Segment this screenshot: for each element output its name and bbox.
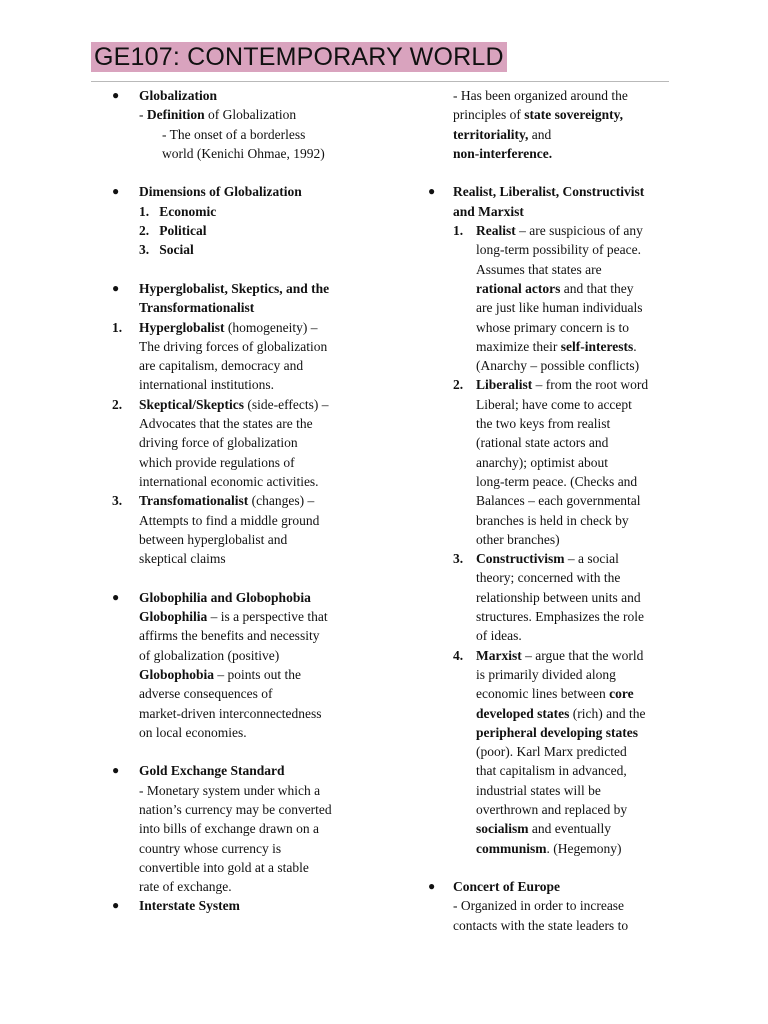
list-item	[428, 877, 693, 896]
bullet: ●	[112, 589, 120, 604]
spacer	[428, 163, 693, 182]
list-item	[428, 549, 693, 568]
heading-interstate: Interstate System	[139, 898, 240, 914]
text-span: economic lines between	[476, 686, 610, 702]
text-line: is primarily divided along	[476, 666, 616, 682]
heading-hyper: Hyperglobalist, Skeptics, and the	[139, 280, 330, 296]
text-line: industrial states will be	[476, 782, 601, 798]
text-span: . (Hegemony)	[546, 840, 622, 856]
text-span: – are suspicious of any	[515, 223, 643, 239]
text-span: – points out the	[214, 666, 302, 682]
text-line: whose primary concern is to	[476, 319, 629, 335]
bullet: ●	[112, 88, 120, 102]
text-line: (rational state actors and	[476, 435, 609, 451]
text-line: branches is held in check by	[476, 512, 629, 528]
bullet: ●	[428, 184, 436, 199]
term: Constructivism	[476, 551, 565, 567]
list-item	[112, 761, 377, 780]
list-item	[112, 202, 377, 221]
bullet: ●	[112, 280, 120, 295]
list-item	[112, 896, 377, 915]
list-number: 3.	[139, 242, 150, 258]
text-span: (rich) and the	[569, 705, 646, 721]
text-span: .	[633, 338, 637, 354]
text-line: - Has been organized around the	[453, 88, 628, 103]
bullet: ●	[112, 898, 120, 913]
text-line: are just like human individuals	[476, 300, 643, 316]
list-number: 1.	[139, 203, 150, 219]
text-line: into bills of exchange drawn on a	[139, 821, 319, 837]
text-line	[428, 279, 693, 298]
list-item	[112, 182, 377, 201]
term: Realist	[476, 223, 516, 239]
list-item	[112, 86, 377, 105]
list-item	[112, 491, 377, 510]
spacer	[112, 568, 377, 587]
list-number: 4.	[453, 647, 464, 663]
text-line: which provide regulations of	[139, 454, 295, 470]
text-line: adverse consequences of	[139, 686, 273, 702]
spacer	[428, 858, 693, 877]
text-line: international economic activities.	[139, 473, 319, 489]
text-line: of ideas.	[476, 628, 522, 644]
title-divider	[91, 81, 669, 82]
text-line	[428, 105, 693, 124]
text-span: (homogeneity) –	[224, 319, 318, 335]
left-column	[112, 86, 377, 916]
bullet: ●	[112, 184, 120, 199]
heading-continuation: Transformationalist	[139, 300, 255, 316]
list-item	[428, 646, 693, 665]
term: communism	[476, 840, 547, 856]
text-span: and eventually	[528, 821, 611, 837]
term: Globophobia	[139, 666, 215, 682]
list-item	[428, 221, 693, 240]
text-line: relationship between units and	[476, 589, 641, 605]
heading-globalization: Globalization	[139, 88, 218, 103]
term: core	[609, 686, 634, 702]
text-line: anarchy); optimist about	[476, 454, 608, 470]
term: territoriality,	[453, 126, 529, 142]
heading-globo: Globophilia and Globophobia	[139, 589, 311, 605]
text-line	[428, 704, 693, 723]
text-line: country whose currency is	[139, 840, 282, 856]
term: non-interference.	[453, 145, 553, 161]
heading-theories: Realist, Liberalist, Constructivist	[453, 184, 645, 200]
term: self-interests	[560, 338, 634, 354]
text-line: Liberal; have come to accept	[476, 396, 632, 412]
text-line: - The onset of a borderless	[162, 126, 306, 142]
text-span: -	[139, 107, 147, 123]
heading-concert: Concert of Europe	[453, 879, 560, 895]
text-line: international institutions.	[139, 377, 274, 393]
heading-gold: Gold Exchange Standard	[139, 763, 285, 779]
list-number: 2.	[112, 396, 123, 412]
text-line: Attempts to find a middle ground	[139, 512, 320, 528]
text-line: long-term peace. (Checks and	[476, 473, 638, 489]
spacer	[112, 260, 377, 279]
text-line: Advocates that the states are the	[139, 416, 313, 432]
text-line: (Anarchy – possible conflicts)	[476, 358, 640, 374]
text-line: long-term possibility of peace.	[476, 242, 641, 258]
term: developed states	[476, 705, 570, 721]
dimension-item: Political	[159, 223, 207, 239]
list-number: 2.	[453, 377, 464, 393]
page-title: GE107: CONTEMPORARY WORLD	[91, 42, 507, 72]
term: socialism	[476, 821, 529, 837]
list-number: 3.	[453, 551, 464, 567]
term: Liberalist	[476, 377, 533, 393]
text-line: convertible into gold at a stable	[139, 859, 309, 875]
text-line: overthrown and replaced by	[476, 801, 628, 817]
text-line: that capitalism in advanced,	[476, 763, 627, 779]
text-line: theory; concerned with the	[476, 570, 621, 586]
text-line: of globalization (positive)	[139, 647, 280, 663]
text-line: skeptical claims	[139, 551, 226, 567]
list-item	[112, 221, 377, 240]
text-line: - Monetary system under which a	[139, 782, 321, 798]
term: rational actors	[476, 280, 561, 296]
list-number: 1.	[112, 319, 123, 335]
text-line	[428, 684, 693, 703]
text-line: nation’s currency may be converted	[139, 801, 332, 817]
term: Skeptical/Skeptics	[139, 396, 245, 412]
text-line: Balances – each governmental	[476, 493, 641, 509]
right-column	[428, 86, 693, 935]
list-number: 1.	[453, 223, 464, 239]
text-line: the two keys from realist	[476, 416, 611, 432]
list-item	[112, 240, 377, 259]
term: Marxist	[476, 647, 522, 663]
list-item	[112, 395, 377, 414]
text-line: other branches)	[476, 531, 560, 547]
text-line: Assumes that states are	[476, 261, 602, 277]
text-line: structures. Emphasizes the role	[476, 609, 644, 625]
text-line	[112, 607, 377, 626]
text-line	[112, 665, 377, 684]
list-number: 3.	[112, 493, 123, 509]
term: peripheral developing states	[476, 724, 638, 740]
text-line: (poor). Karl Marx predicted	[476, 744, 627, 760]
text-span: – argue that the world	[521, 647, 644, 663]
dimension-item: Economic	[159, 203, 217, 219]
text-line: contacts with the state leaders to	[453, 917, 629, 933]
text-span: maximize their	[476, 338, 561, 354]
list-item	[428, 375, 693, 394]
list-number: 2.	[139, 223, 150, 239]
text-span: (changes) –	[248, 493, 315, 509]
text-span: of Globalization	[204, 107, 297, 123]
list-item	[428, 182, 693, 201]
bullet: ●	[112, 763, 120, 778]
term-definition: Definition	[146, 107, 205, 123]
list-item	[112, 279, 377, 298]
text-span: and	[528, 126, 552, 142]
text-line	[428, 125, 693, 144]
text-span: – is a perspective that	[207, 609, 328, 625]
text-line	[428, 337, 693, 356]
term: state sovereignty,	[524, 107, 623, 123]
text-line: are capitalism, democracy and	[139, 358, 304, 374]
text-line: market-driven interconnectedness	[139, 705, 322, 721]
text-line: driving force of globalization	[139, 435, 298, 451]
text-line: on local economies.	[139, 724, 247, 740]
text-line: rate of exchange.	[139, 879, 232, 895]
heading-dimensions: Dimensions of Globalization	[139, 184, 302, 200]
dimension-item: Social	[159, 242, 194, 258]
spacer	[112, 742, 377, 761]
term: Globophilia	[139, 609, 208, 625]
text-span: – from the root word	[532, 377, 649, 393]
text-line	[428, 839, 693, 858]
spacer	[112, 163, 377, 182]
text-line: between hyperglobalist and	[139, 531, 288, 547]
list-item	[112, 318, 377, 337]
text-span: principles of	[453, 107, 525, 123]
text-line	[112, 105, 377, 124]
text-line: affirms the benefits and necessity	[139, 628, 320, 644]
list-item	[112, 588, 377, 607]
heading-continuation: and Marxist	[453, 203, 524, 219]
text-line	[428, 819, 693, 838]
text-line: - Organized in order to increase	[453, 898, 625, 914]
text-line: The driving forces of globalization	[139, 338, 328, 354]
term: Transfomationalist	[139, 493, 249, 509]
text-span: – a social	[564, 551, 619, 567]
text-span: (side-effects) –	[244, 396, 329, 412]
term: Hyperglobalist	[139, 319, 225, 335]
text-span: and that they	[560, 280, 634, 296]
bullet: ●	[428, 879, 436, 894]
text-line: world (Kenichi Ohmae, 1992)	[162, 145, 325, 161]
